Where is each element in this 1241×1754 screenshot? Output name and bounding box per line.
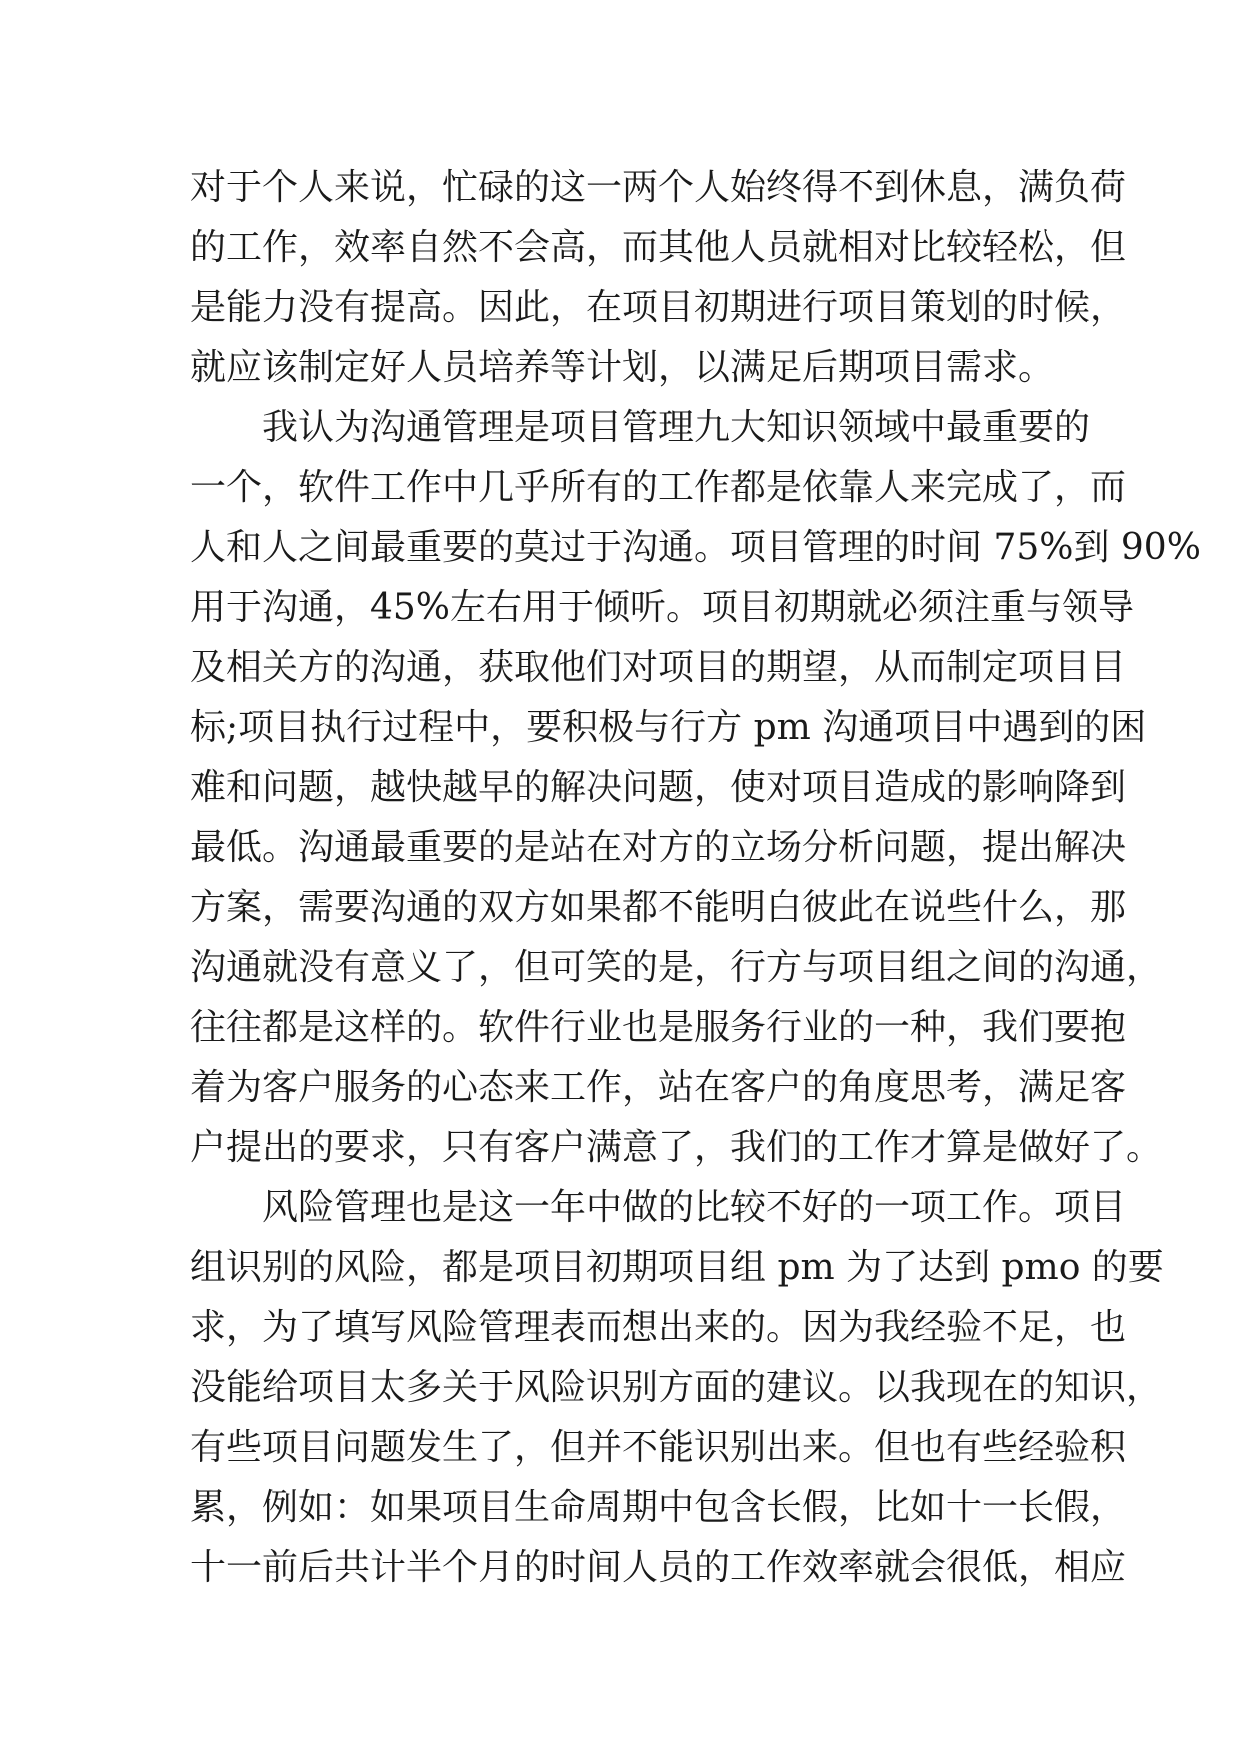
text-line: 用于沟通，45%左右用于倾听。项目初期就必须注重与领导 [190,587,1135,628]
text-line: 没能给项目太多关于风险识别方面的建议。以我现在的知识， [190,1367,1163,1408]
text-line: 十一前后共计半个月的时间人员的工作效率就会很低，相应 [190,1547,1127,1588]
text-line: 一个，软件工作中几乎所有的工作都是依靠人来完成了，而 [190,467,1127,508]
text-line: 就应该制定好人员培养等计划，以满足后期项目需求。 [190,347,1055,388]
text-line: 风险管理也是这一年中做的比较不好的一项工作。项目 [262,1187,1127,1228]
text-line: 对于个人来说，忙碌的这一两个人始终得不到休息，满负荷 [190,167,1127,208]
text-line: 是能力没有提高。因此，在项目初期进行项目策划的时候， [190,287,1127,328]
text-line: 着为客户服务的心态来工作，站在客户的角度思考，满足客 [190,1067,1127,1108]
paragraph [190,158,1127,398]
text-line: 人和人之间最重要的莫过于沟通。项目管理的时间 75%到 90% [190,527,1201,568]
text-line: 难和问题，越快越早的解决问题，使对项目造成的影响降到 [190,767,1127,808]
text-line: 的工作，效率自然不会高，而其他人员就相对比较轻松，但 [190,227,1127,268]
text-line: 我认为沟通管理是项目管理九大知识领域中最重要的 [262,407,1091,448]
text-line: 户提出的要求，只有客户满意了，我们的工作才算是做好了。 [190,1127,1163,1168]
paragraph [190,1178,1164,1598]
text-line: 组识别的风险，都是项目初期项目组 pm 为了达到 pmo 的要 [190,1247,1164,1288]
text-line: 往往都是这样的。软件行业也是服务行业的一种，我们要抱 [190,1007,1127,1048]
text-line: 有些项目问题发生了，但并不能识别出来。但也有些经验积 [190,1427,1127,1468]
text-line: 标;项目执行过程中，要积极与行方 pm 沟通项目中遇到的困 [190,707,1147,748]
text-line: 累，例如：如果项目生命周期中包含长假，比如十一长假， [190,1487,1127,1528]
text-line: 求，为了填写风险管理表而想出来的。因为我经验不足，也 [190,1307,1127,1348]
text-line: 及相关方的沟通，获取他们对项目的期望，从而制定项目目 [190,647,1127,688]
paragraph [190,398,1201,1178]
text-line: 沟通就没有意义了，但可笑的是，行方与项目组之间的沟通， [190,947,1163,988]
text-line: 方案，需要沟通的双方如果都不能明白彼此在说些什么，那 [190,887,1127,928]
body-text [190,158,1201,1598]
text-line: 最低。沟通最重要的是站在对方的立场分析问题，提出解决 [190,827,1127,868]
